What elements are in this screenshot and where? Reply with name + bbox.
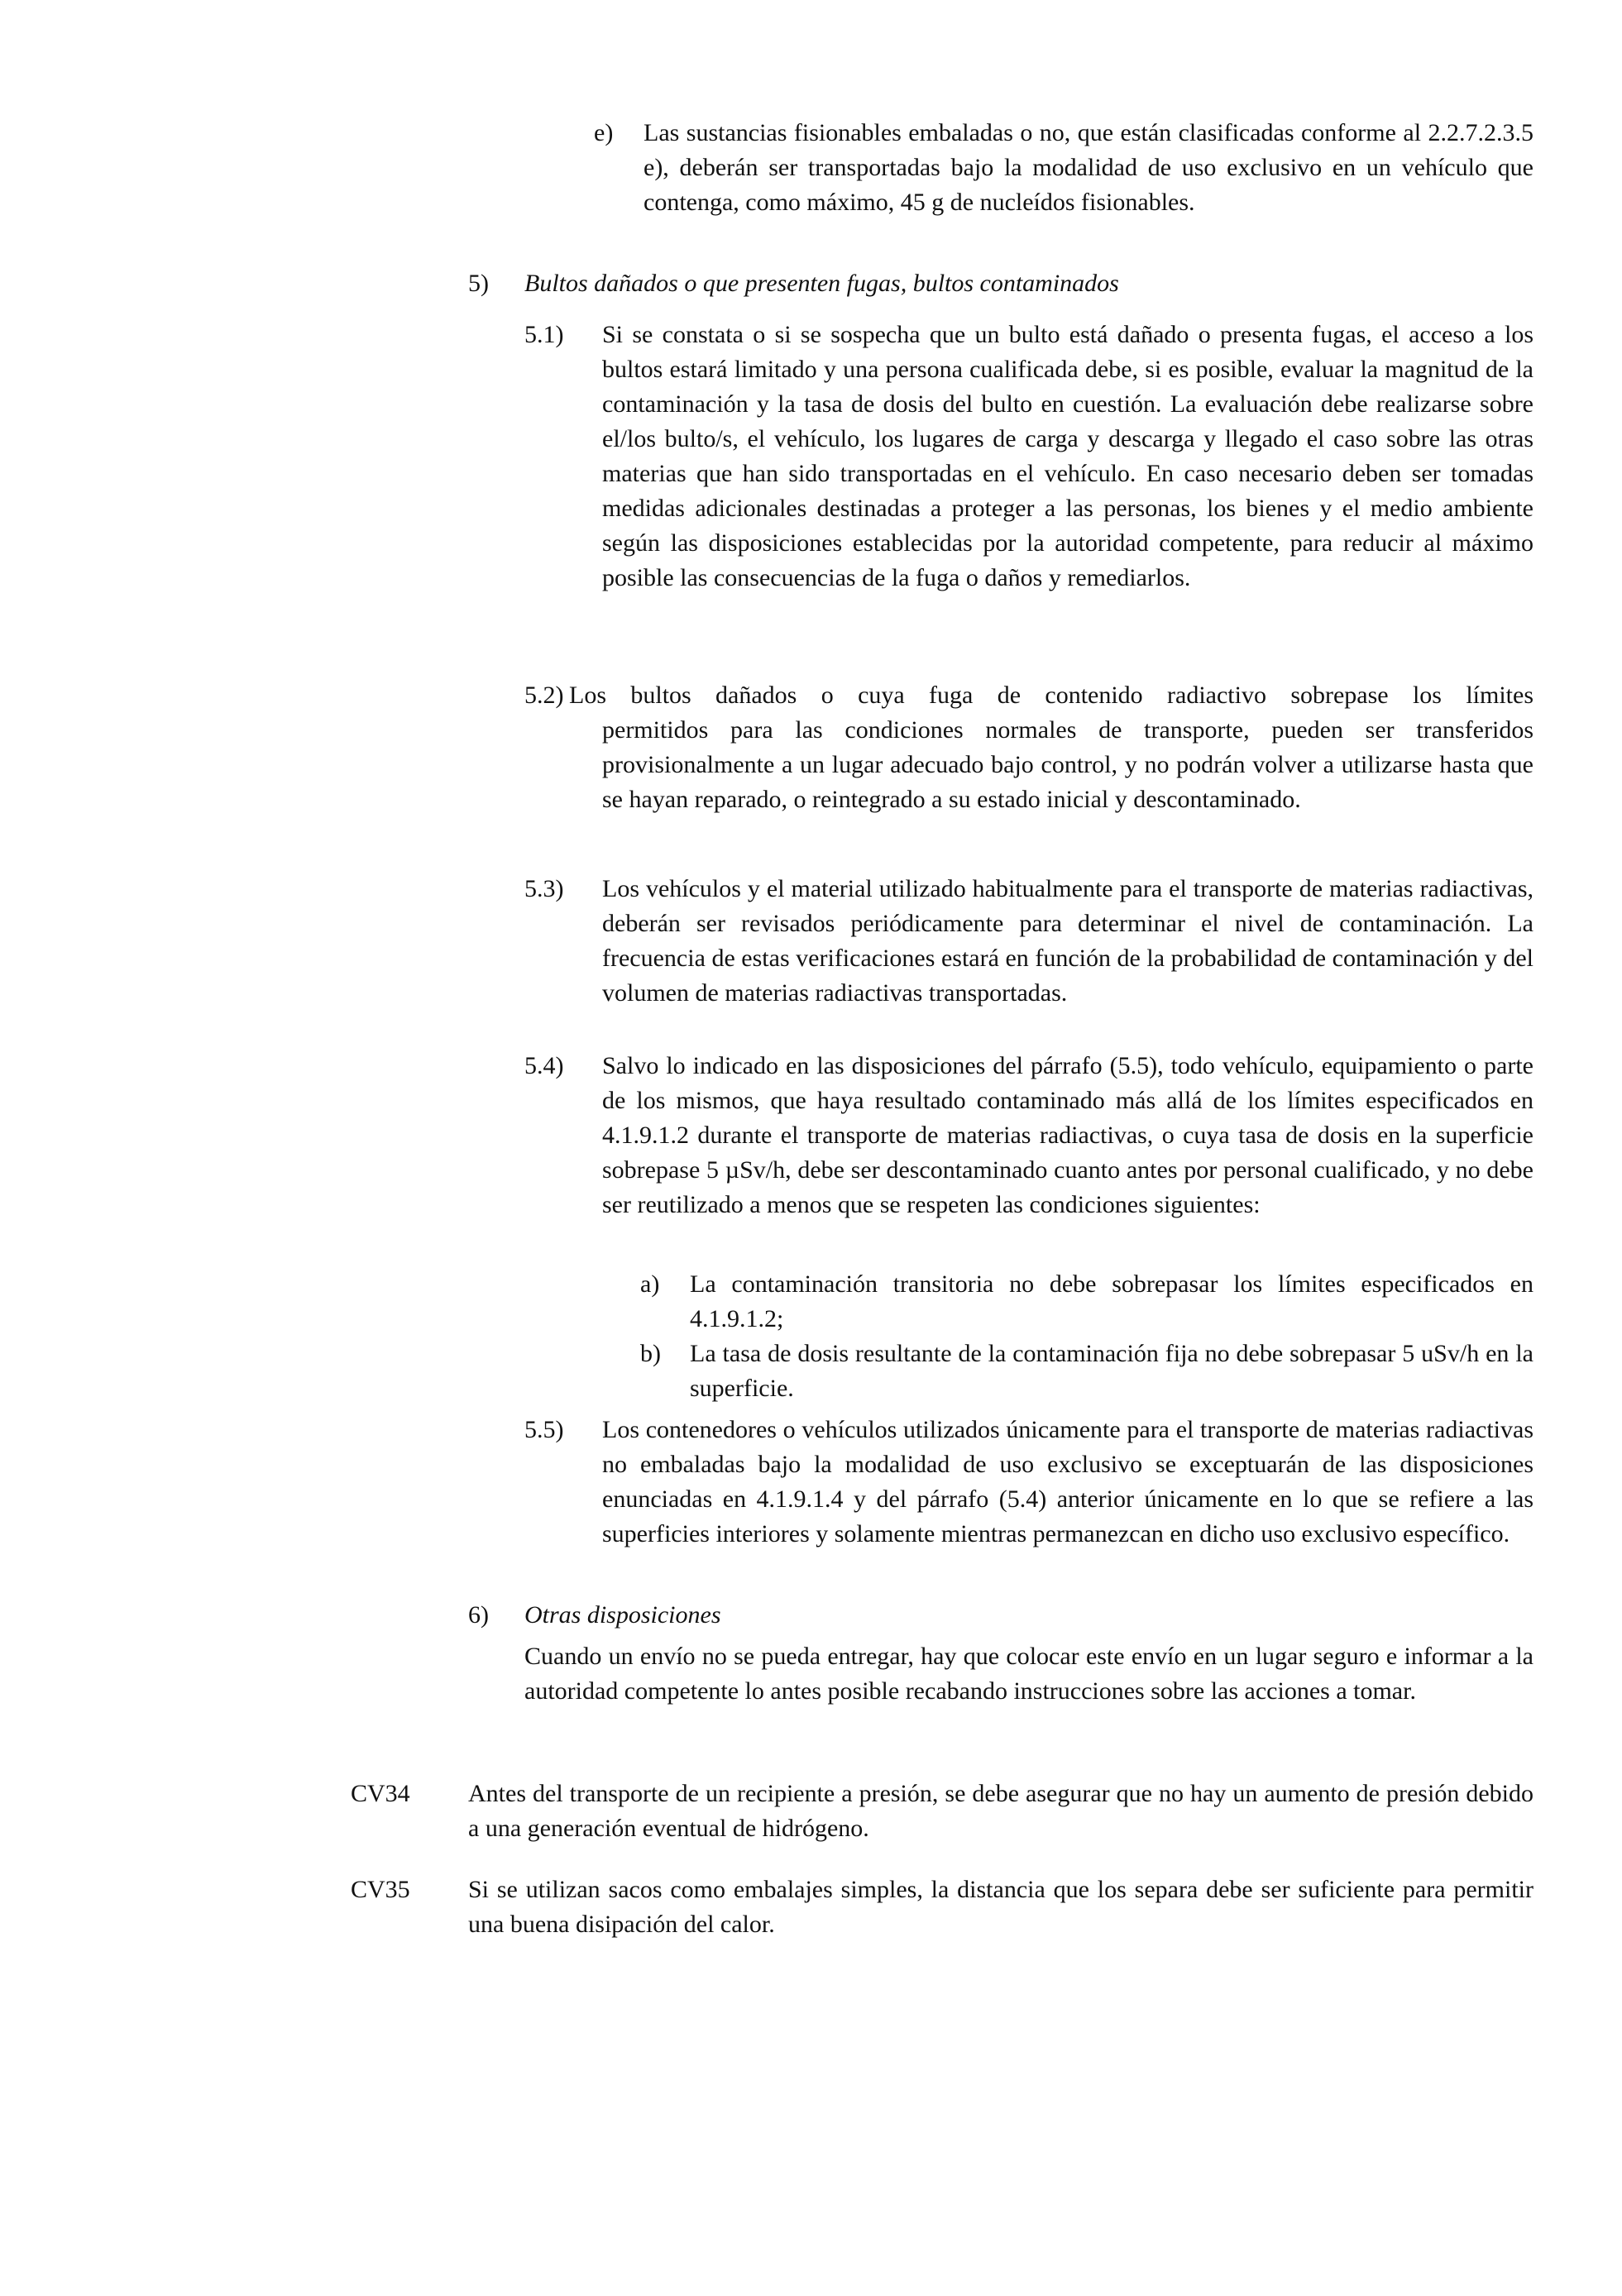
cv34-code: CV34 [351,1780,410,1807]
subsection-5-2-first-line: Los bultos dañados o cuya fuga de contenido radiactivo sobrepase los límites [569,682,1533,709]
subsection-5-4-number: 5.4) [524,1052,564,1079]
condition-b-label: b) [640,1340,661,1367]
condition-b-text: La tasa de dosis resultante de la contaminación fija no debe sobrepasar 5 uSv/h en la superficie. [690,1340,1533,1402]
cv35-code: CV35 [351,1876,410,1903]
condition-a-text: La contaminación transitoria no debe sobrepasar los límites especificados en 4.1.9.1.2; [690,1270,1533,1332]
item-e-text: Las sustancias fisionables embaladas o no, que están clasificadas conforme al 2.2.7.2.3.5 e), deberán ser transportadas bajo la modalidad de uso exclusivo en un vehículo que contenga, como máximo, 45 g de nucleídos fisionables. [644,119,1533,216]
subsection-5-4-text: Salvo lo indicado en las disposiciones del párrafo (5.5), todo vehículo, equipamiento o parte de los mismos, que haya resultado contaminado más allá de los límites especificados en 4.1.9.1.2 durante el transporte de materias radiactivas, o cuya tasa de dosis en la superficie sobrepase 5 µSv/h, debe ser descontaminado cuanto antes por personal cualificado, y no debe ser reutilizado a menos que se respeten las condiciones siguientes: [602,1052,1533,1218]
condition-a-label: a) [640,1270,660,1298]
section-5-number: 5) [468,270,489,297]
subsection-5-1-number: 5.1) [524,321,564,348]
section-6-number: 6) [468,1601,489,1629]
section-6-title: Otras disposiciones [524,1601,721,1629]
subsection-5-3-text: Los vehículos y el material utilizado habitualmente para el transporte de materias radiactivas, deberán ser revisados periódicamente para determinar el nivel de contaminación. La frecuencia de estas verificaciones estará en función de la probabilidad de contaminación y del volumen de materias radiactivas transportadas. [602,875,1533,1007]
subsection-5-1-text: Si se constata o si se sospecha que un bulto está dañado o presenta fugas, el acceso a los bultos estará limitado y una persona cualificada debe, si es posible, evaluar la magnitud de la contaminación y la tasa de dosis del bulto en cuestión. La evaluación debe realizarse sobre el/los bulto/s, el vehículo, los lugares de carga y descarga y llegado el caso sobre las otras materias que han sido transportadas en el vehículo. En caso necesario deben ser tomadas medidas adicionales destinadas a proteger a las personas, los bienes y el medio ambiente según las disposiciones establecidas por la autoridad competente, para reducir al máximo posible las consecuencias de la fuga o daños y remediarlos. [602,321,1533,591]
section-5-title: Bultos dañados o que presenten fugas, bultos contaminados [524,270,1119,297]
subsection-5-3-number: 5.3) [524,875,564,902]
subsection-5-5-number: 5.5) [524,1416,564,1443]
section-6-text: Cuando un envío no se pueda entregar, hay que colocar este envío en un lugar seguro e informar a la autoridad competente lo antes posible recabando instrucciones sobre las acciones a tomar. [524,1643,1533,1705]
cv34-text: Antes del transporte de un recipiente a presión, se debe asegurar que no hay un aumento de presión debido a una generación eventual de hidrógeno. [468,1780,1533,1842]
subsection-5-2-text: permitidos para las condiciones normales de transporte, pueden ser transferidos provisionalmente a un lugar adecuado bajo control, y no podrán volver a utilizarse hasta que se hayan reparado, o reintegrado a su estado inicial y descontaminado. [602,716,1533,813]
item-e-label: e) [594,119,614,146]
subsection-5-2-number: 5.2) [524,682,564,709]
cv35-text: Si se utilizan sacos como embalajes simples, la distancia que los separa debe ser suficiente para permitir una buena disipación del calor. [468,1876,1533,1938]
subsection-5-5-text: Los contenedores o vehículos utilizados únicamente para el transporte de materias radiactivas no embaladas bajo la modalidad de uso exclusivo se exceptuarán de las disposiciones enunciadas en 4.1.9.1.4 y del párrafo (5.4) anterior únicamente en lo que se refiere a las superficies interiores y solamente mientras permanezcan en dicho uso exclusivo específico. [602,1416,1533,1547]
